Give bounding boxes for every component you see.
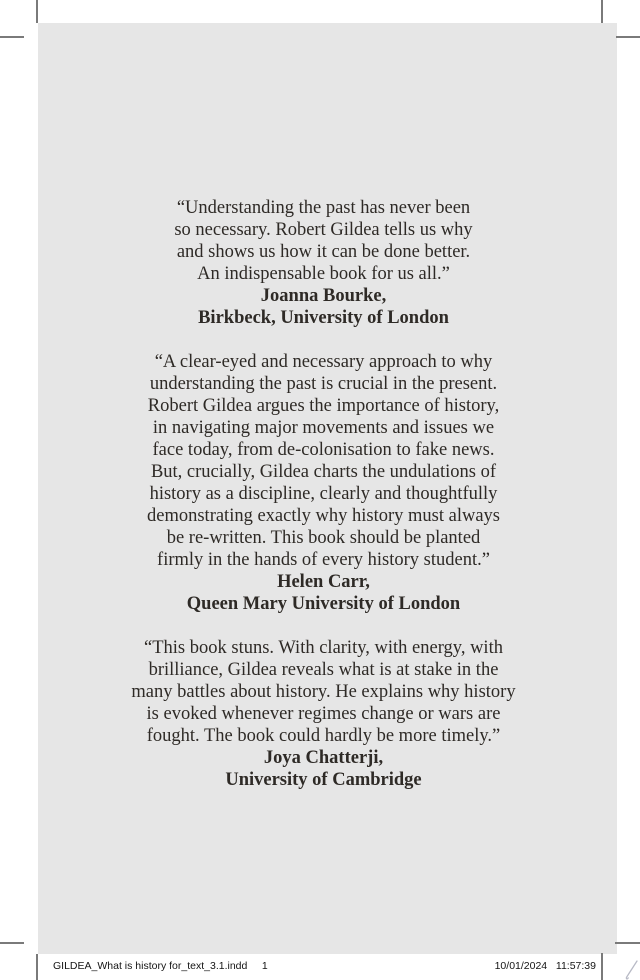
crop-mark-bottom-left-horizontal	[0, 942, 24, 944]
quote-author: Helen Carr,	[277, 572, 370, 592]
endorsement-quote-2	[44, 351, 603, 615]
crop-mark-top-left-horizontal	[0, 36, 24, 38]
crop-mark-bottom-right-horizontal	[615, 942, 640, 944]
quote-author: Joanna Bourke,	[260, 286, 387, 306]
slug-filename: GILDEA_What is history for_text_3.1.indd 1	[53, 960, 268, 972]
endorsement-quote-1	[44, 197, 603, 329]
quote-affiliation: Birkbeck, University of London	[198, 308, 449, 328]
crop-mark-bottom-left-vertical	[36, 954, 38, 980]
endorsement-quote-3	[44, 637, 603, 791]
quote-affiliation: Queen Mary University of London	[186, 594, 461, 614]
quote-text: “A clear-eyed and necessary approach to why understanding the past is crucial in the present. Robert Gildea argues the importance of history, in navigating major movements and issues we face today, from de-colonisation to fake news. But, crucially, Gildea charts the undulations of history as a discipline, clearly and thoughtfully demonstrating exactly why history must always be re-written. This book should be planted firmly in the hands of every history student.”	[147, 352, 500, 570]
quote-text: “This book stuns. With clarity, with energy, with brilliance, Gildea reveals what is at stake in the many battles about history. He explains why history is evoked whenever regimes change or wars are fought. The book could hardly be more timely.”	[131, 638, 516, 746]
crop-mark-top-left-vertical	[36, 0, 38, 23]
book-page	[38, 23, 617, 954]
quote-author: Joya Chatterji,	[263, 748, 384, 768]
quote-text: “Understanding the past has never been so necessary. Robert Gildea tells us why and shows us how it can be done better. An indispensable book for us all.”	[174, 198, 473, 284]
quote-affiliation: University of Cambridge	[225, 770, 422, 790]
crop-mark-top-right-horizontal	[616, 36, 640, 38]
slug-datetime: 10/01/2024 11:57:39	[494, 960, 596, 972]
endorsements-column	[44, 197, 603, 813]
pen-mark-icon	[622, 960, 640, 980]
crop-mark-bottom-right-vertical	[601, 953, 603, 980]
crop-mark-top-right-vertical	[601, 0, 603, 23]
